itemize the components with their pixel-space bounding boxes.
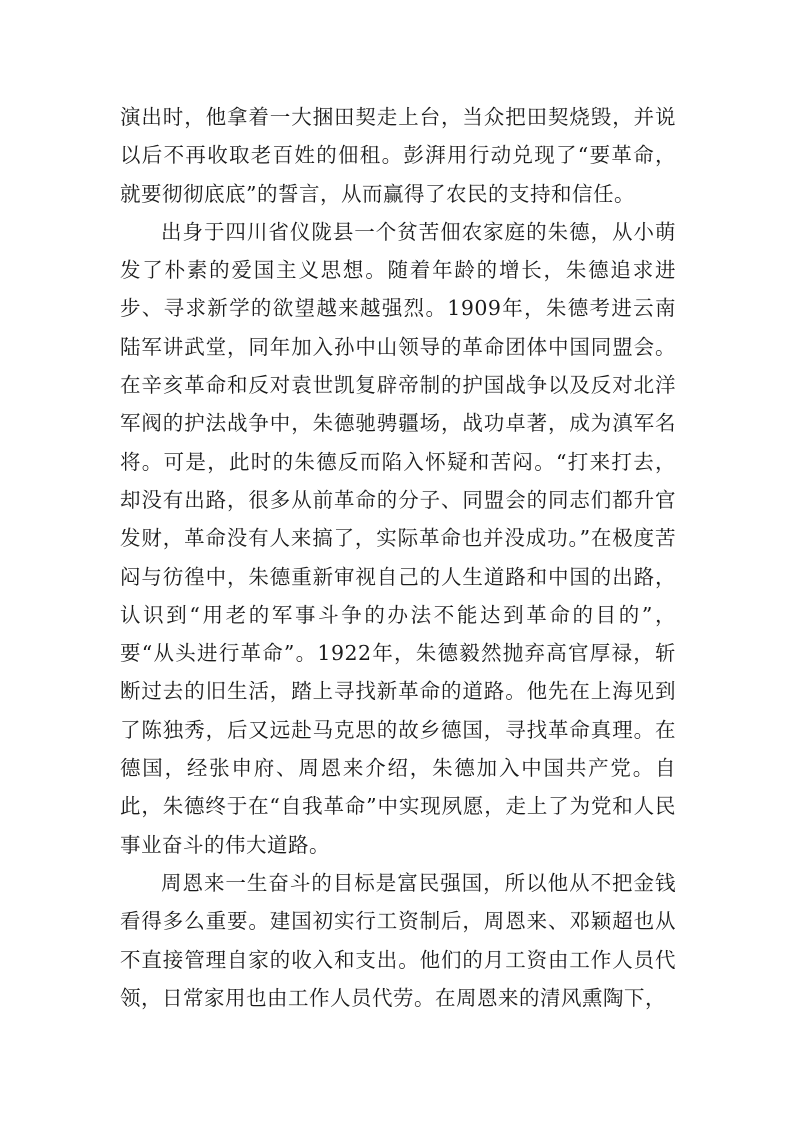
paragraph-peng-pai: 演出时，他拿着一大捆田契走上台，当众把田契烧毁，并说以后不再收取老百姓的佃租。彭湃用行动兑现了“要革命，就要彻彻底底”的誓言，从而赢得了农民的支持和信任。 <box>120 105 676 206</box>
paragraph-zhu-de: 出身于四川省仪陇县一个贫苦佃农家庭的朱德，从小萌发了朴素的爱国主义思想。随着年龄的增长，朱德追求进步、寻求新学的欲望越来越强烈。1909年，朱德考进云南陆军讲武堂，同年加入孙中山领导的革命团体中国同盟会。在辛亥革命和反对袁世凯复辟帝制的护国战争以及反对北洋军阀的护法战争中，朱德驰骋疆场，战功卓著，成为滇军名将。可是，此时的朱德反而陷入怀疑和苦闷。“打来打去，却没有出路，很多从前革命的分子、同盟会的同志们都升官发财，革命没有人来搞了，实际革命也并没成功。”在极度苦闷与彷徨中，朱德重新审视自己的人生道路和中国的出路，认识到“用老的军事斗争的办法不能达到革命的目的”，要“从头进行革命”。1922年，朱德毅然抛弃高官厚禄，斩断过去的旧生活，踏上寻找新革命的道路。他先在上海见到了陈独秀，后又远赴马克思的故乡德国，寻找革命真理。在德国，经张申府、周恩来介绍，朱德加入中国共产党。自此，朱德终于在“自我革命”中实现夙愿，走上了为党和人民事业奋斗的伟大道路。 <box>120 219 676 857</box>
paragraph-zhou-enlai: 周恩来一生奋斗的目标是富民强国，所以他从不把金钱看得多么重要。建国初实行工资制后，周恩来、邓颖超也从不直接管理自家的收入和支出。他们的月工资由工作人员代领，日常家用也由工作人员代劳。在周恩来的清风熏陶下， <box>120 870 676 1010</box>
document-body <box>120 98 676 1017</box>
